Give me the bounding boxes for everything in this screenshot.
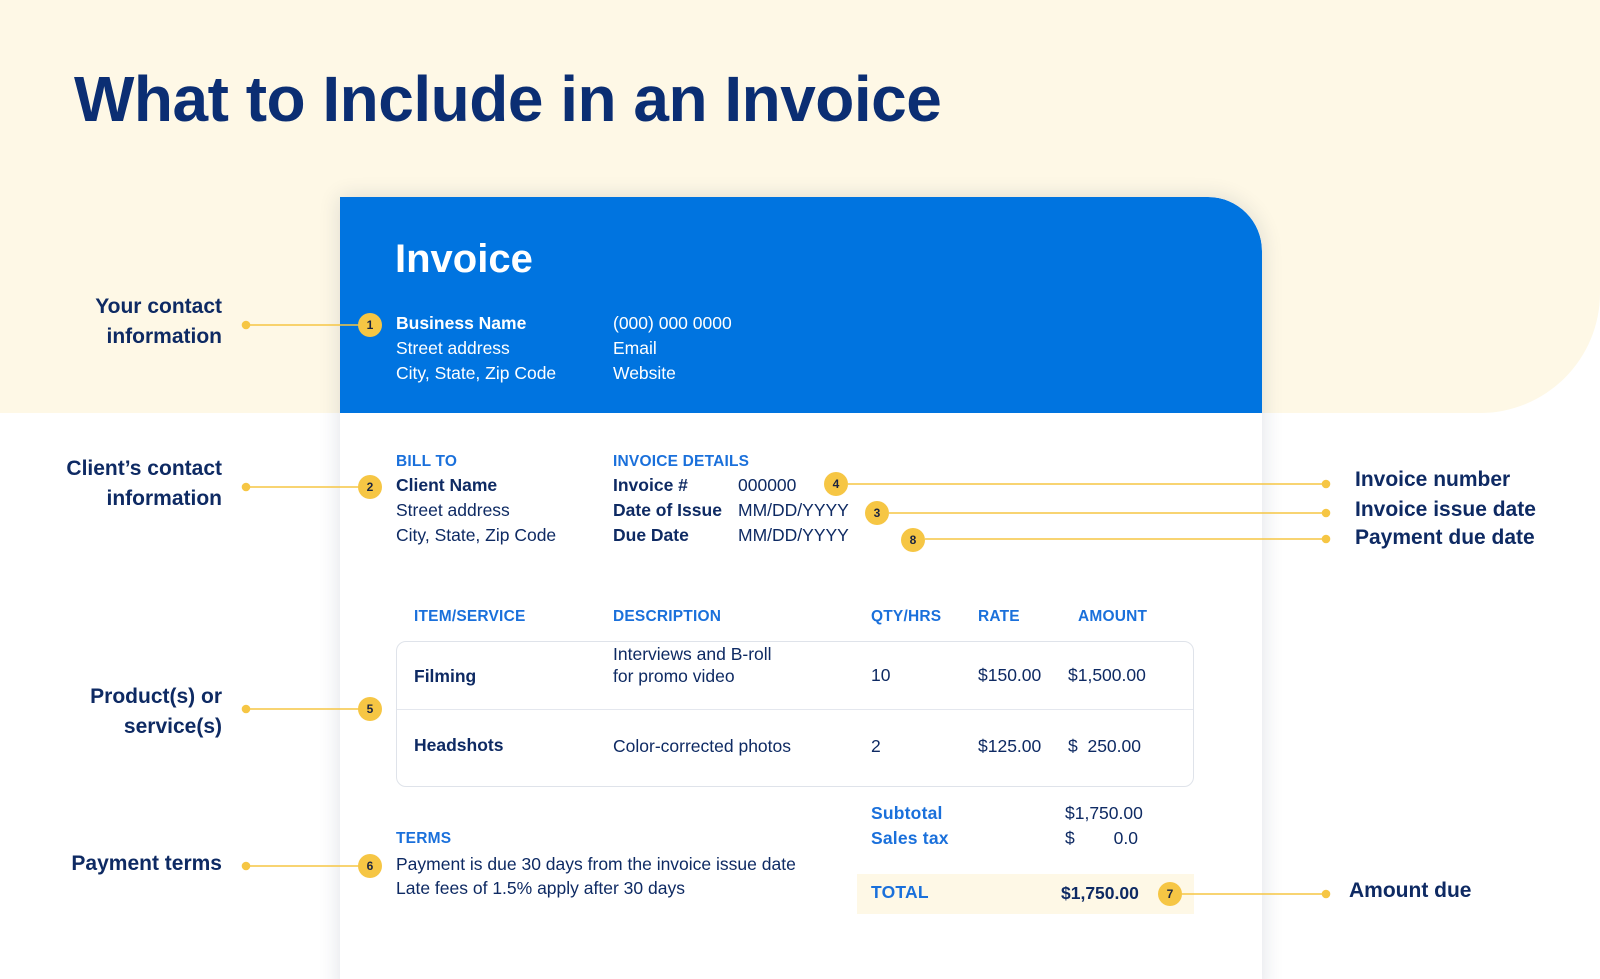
subtotal-value: $1,750.00 (1065, 803, 1143, 823)
badge-6: 6 (358, 854, 382, 878)
business-email: Email (613, 338, 657, 358)
row-1-item: Filming (414, 666, 477, 686)
row-2-qty: 2 (871, 736, 881, 756)
col-item-header: ITEM/SERVICE (414, 608, 526, 625)
connector-5-dot (243, 706, 250, 713)
callout-due-date: Payment due date (1355, 526, 1535, 549)
badge-1: 1 (358, 313, 382, 337)
badge-8: 8 (901, 528, 925, 552)
badge-4: 4 (824, 472, 848, 496)
callout-amount-due: Amount due (1349, 879, 1472, 902)
invoice-title: Invoice (395, 237, 533, 281)
callout-payment-terms-line1: Payment terms (71, 852, 222, 875)
col-qty-header: QTY/HRS (871, 608, 942, 625)
connector-3-dot (1323, 510, 1330, 517)
badge-7: 7 (1158, 882, 1182, 906)
business-phone: (000) 000 0000 (613, 313, 732, 333)
invoice-number-value: 000000 (738, 475, 797, 495)
issue-date-label: Date of Issue (613, 500, 722, 520)
callout-products-services (0, 682, 222, 742)
connector-4-dot (1323, 481, 1330, 488)
col-description-header: DESCRIPTION (613, 608, 722, 625)
row-2-rate: $125.00 (978, 736, 1042, 756)
business-name: Business Name (396, 313, 527, 333)
issue-date-value: MM/DD/YYYY (738, 500, 849, 520)
badge-2: 2 (358, 475, 382, 499)
bill-to-label: BILL TO (396, 453, 458, 470)
due-date-value: MM/DD/YYYY (738, 525, 849, 545)
callout-issue-date: Invoice issue date (1355, 498, 1536, 521)
connector-6-dot (243, 863, 250, 870)
invoice-details-label: INVOICE DETAILS (613, 453, 750, 470)
row-2-amount: $ 250.00 (1068, 736, 1141, 756)
row-1-amount: $1,500.00 (1068, 665, 1146, 685)
client-city: City, State, Zip Code (396, 525, 557, 545)
callout-invoice-number: Invoice number (1355, 468, 1511, 491)
total-value: $1,750.00 (1061, 883, 1139, 903)
connector-8-dot (1323, 536, 1330, 543)
callout-client-contact (0, 454, 222, 514)
row-divider (397, 709, 1193, 710)
callout-your-contact (0, 292, 222, 352)
callout-products-line2: service(s) (123, 715, 222, 738)
row-1-description-line1: Interviews and B-roll (613, 644, 772, 664)
row-1-qty: 10 (871, 665, 891, 685)
details-labels (613, 473, 722, 548)
callout-payment-terms (0, 849, 222, 879)
row-2-item: Headshots (414, 735, 504, 755)
callout-your-contact-line1: Your contact (95, 295, 222, 318)
sales-tax-label: Sales tax (871, 828, 949, 848)
client-name: Client Name (396, 475, 498, 495)
badge-5: 5 (358, 697, 382, 721)
callout-your-contact-line2: information (106, 325, 222, 348)
subtotal-label: Subtotal (871, 803, 943, 823)
row-1-description (613, 643, 772, 687)
callout-client-contact-line2: information (106, 487, 222, 510)
business-street: Street address (396, 338, 510, 358)
terms-block (396, 852, 796, 900)
callout-client-contact-line1: Client’s contact (66, 457, 222, 480)
sales-tax-value: $ 0.0 (1065, 828, 1138, 848)
client-street: Street address (396, 500, 510, 520)
row-1-description-line2: for promo video (613, 666, 735, 686)
total-label: TOTAL (871, 882, 929, 902)
bill-to-block (396, 473, 556, 548)
due-date-label: Due Date (613, 525, 689, 545)
row-2-description: Color-corrected photos (613, 736, 791, 756)
col-rate-header: RATE (978, 608, 1020, 625)
business-info (396, 311, 556, 386)
terms-label: TERMS (396, 830, 452, 847)
connector-7-dot (1323, 891, 1330, 898)
business-city: City, State, Zip Code (396, 363, 557, 383)
callout-products-line1: Product(s) or (90, 685, 222, 708)
connector-2-dot (243, 484, 250, 491)
invoice-number-label: Invoice # (613, 475, 688, 495)
terms-line-2: Late fees of 1.5% apply after 30 days (396, 878, 685, 898)
badge-3: 3 (865, 501, 889, 525)
terms-line-1: Payment is due 30 days from the invoice issue date (396, 854, 796, 874)
col-amount-header: AMOUNT (1078, 608, 1148, 625)
business-website: Website (613, 363, 676, 383)
business-contact (613, 311, 732, 386)
page-title: What to Include in an Invoice (74, 63, 942, 135)
invoice-card (340, 197, 1262, 979)
row-1-rate: $150.00 (978, 665, 1042, 685)
